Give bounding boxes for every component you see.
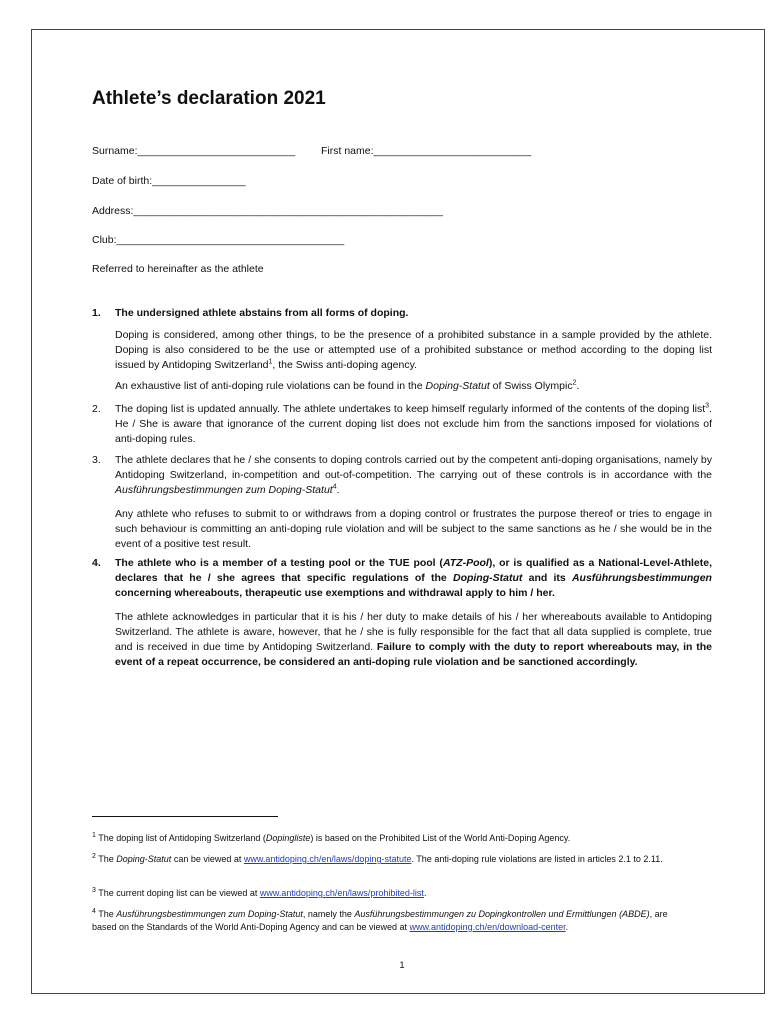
section-1-paragraph-2: An exhaustive list of anti-doping rule violations can be found in the Doping-Statut of Swiss Olympic$^2$. [115, 379, 580, 392]
section-4-number: 4. [92, 557, 101, 569]
club-field[interactable]: Club:_______________________________________ [92, 234, 345, 246]
section-4 [92, 556, 712, 676]
section-3-paragraph-1: The athlete declares that he / she consents to doping controls carried out by the competent anti-doping organisations, namely by Antidoping Switzerland, in-competition and out-of-competition. The carrying out of these controls is in accordance with the Ausführungsbestimmungen zum Doping-Statut$^4$. [115, 454, 712, 496]
document-page [31, 29, 765, 994]
section-3 [92, 453, 712, 558]
page-title: Athlete’s declaration 2021 [92, 88, 326, 109]
prohibited-list-link[interactable]: www.antidoping.ch/en/laws/prohibited-list [259, 888, 424, 898]
section-3-paragraph-2: Any athlete who refuses to submit to or withdraws from a doping control or frustrates the purpose thereof or tries to engage in such behaviour is committing an anti-doping rule violation and will be subject to the same sanctions as he / she would be in the event of a positive test result. [115, 508, 712, 550]
date-of-birth-field[interactable]: Date of birth:________________ [92, 175, 246, 187]
referred-text: Referred to hereinafter as the athlete [92, 263, 264, 275]
address-field[interactable]: Address:_____________________________________________________ [92, 205, 443, 217]
section-4-heading: The athlete who is a member of a testing pool or the TUE pool (ATZ-Pool), or is qualified as a National-Level-Athlete, declares that he / she agrees that specific regulations of the Doping-Statut and its Ausführungsbestimmungen concerning whereabouts, therapeutic use exemptions and withdrawal apply to him / her. [115, 557, 712, 599]
footnote-divider [92, 816, 278, 817]
page-number: 1 [399, 960, 405, 970]
section-2 [92, 402, 712, 453]
section-3-number: 3. [92, 454, 101, 466]
download-center-link[interactable]: www.antidoping.ch/en/download-center [409, 922, 566, 932]
first-name-field[interactable]: First name:___________________________ [321, 145, 532, 157]
surname-field[interactable]: Surname:___________________________ [92, 145, 296, 157]
section-2-paragraph: The doping list is updated annually. The athlete undertakes to keep himself regularly informed of the contents of the doping list$^3$. He / She is aware that ignorance of the current doping list does not exclude him from the sanctions imposed for violations of anti-doping rules. [115, 402, 712, 445]
section-2-number: 2. [92, 403, 101, 415]
section-4-paragraph: The athlete acknowledges in particular that it is his / her duty to make details of his / her whereabouts available to Antidoping Switzerland. The athlete is aware, however, that he / she is fully responsible for the fact that all data supplied is complete, true and is received in due time by Antidoping Switzerland. Failure to comply with the duty to report whereabouts may, in the event of a repeat occurrence, be considered an anti-doping rule violation and be sanctioned accordingly. [115, 611, 712, 668]
section-1-number: 1. [92, 307, 101, 319]
section-1-heading: The undersigned athlete abstains from all forms of doping. [115, 307, 409, 319]
section-1 [92, 306, 712, 400]
footnote-4: $^4$ The Ausführungsbestimmungen zum Doping-Statut, namely the Ausführungsbestimmungen zu Dopingkontrollen und Ermittlungen (ABDE), are based on the Standards of the World Anti-Doping Agency and can be viewed at www.antidoping.ch/en/download-center. [92, 908, 668, 932]
footnote-1: $^1$ The doping list of Antidoping Switzerland (Dopingliste) is based on the Prohibited List of the World Anti-Doping Agency. [92, 832, 571, 843]
footnote-3: $^3$ The current doping list can be viewed at www.antidoping.ch/en/laws/prohibited-list. [92, 887, 427, 898]
footnote-2: $^2$ The Doping-Statut can be viewed at www.antidoping.ch/en/laws/doping-statute. The anti-doping rule violations are listed in articles 2.1 to 2.11. [92, 853, 663, 864]
section-1-paragraph-1: Doping is considered, among other things, to be the presence of a prohibited substance in a sample provided by the athlete. Doping is also considered to be the use or attempted use of a prohibited substance or method according to the doping list issued by Antidoping Switzerland$^1$, the Swiss anti-doping agency. [115, 329, 712, 371]
doping-statute-link[interactable]: www.antidoping.ch/en/laws/doping-statute [243, 854, 412, 864]
